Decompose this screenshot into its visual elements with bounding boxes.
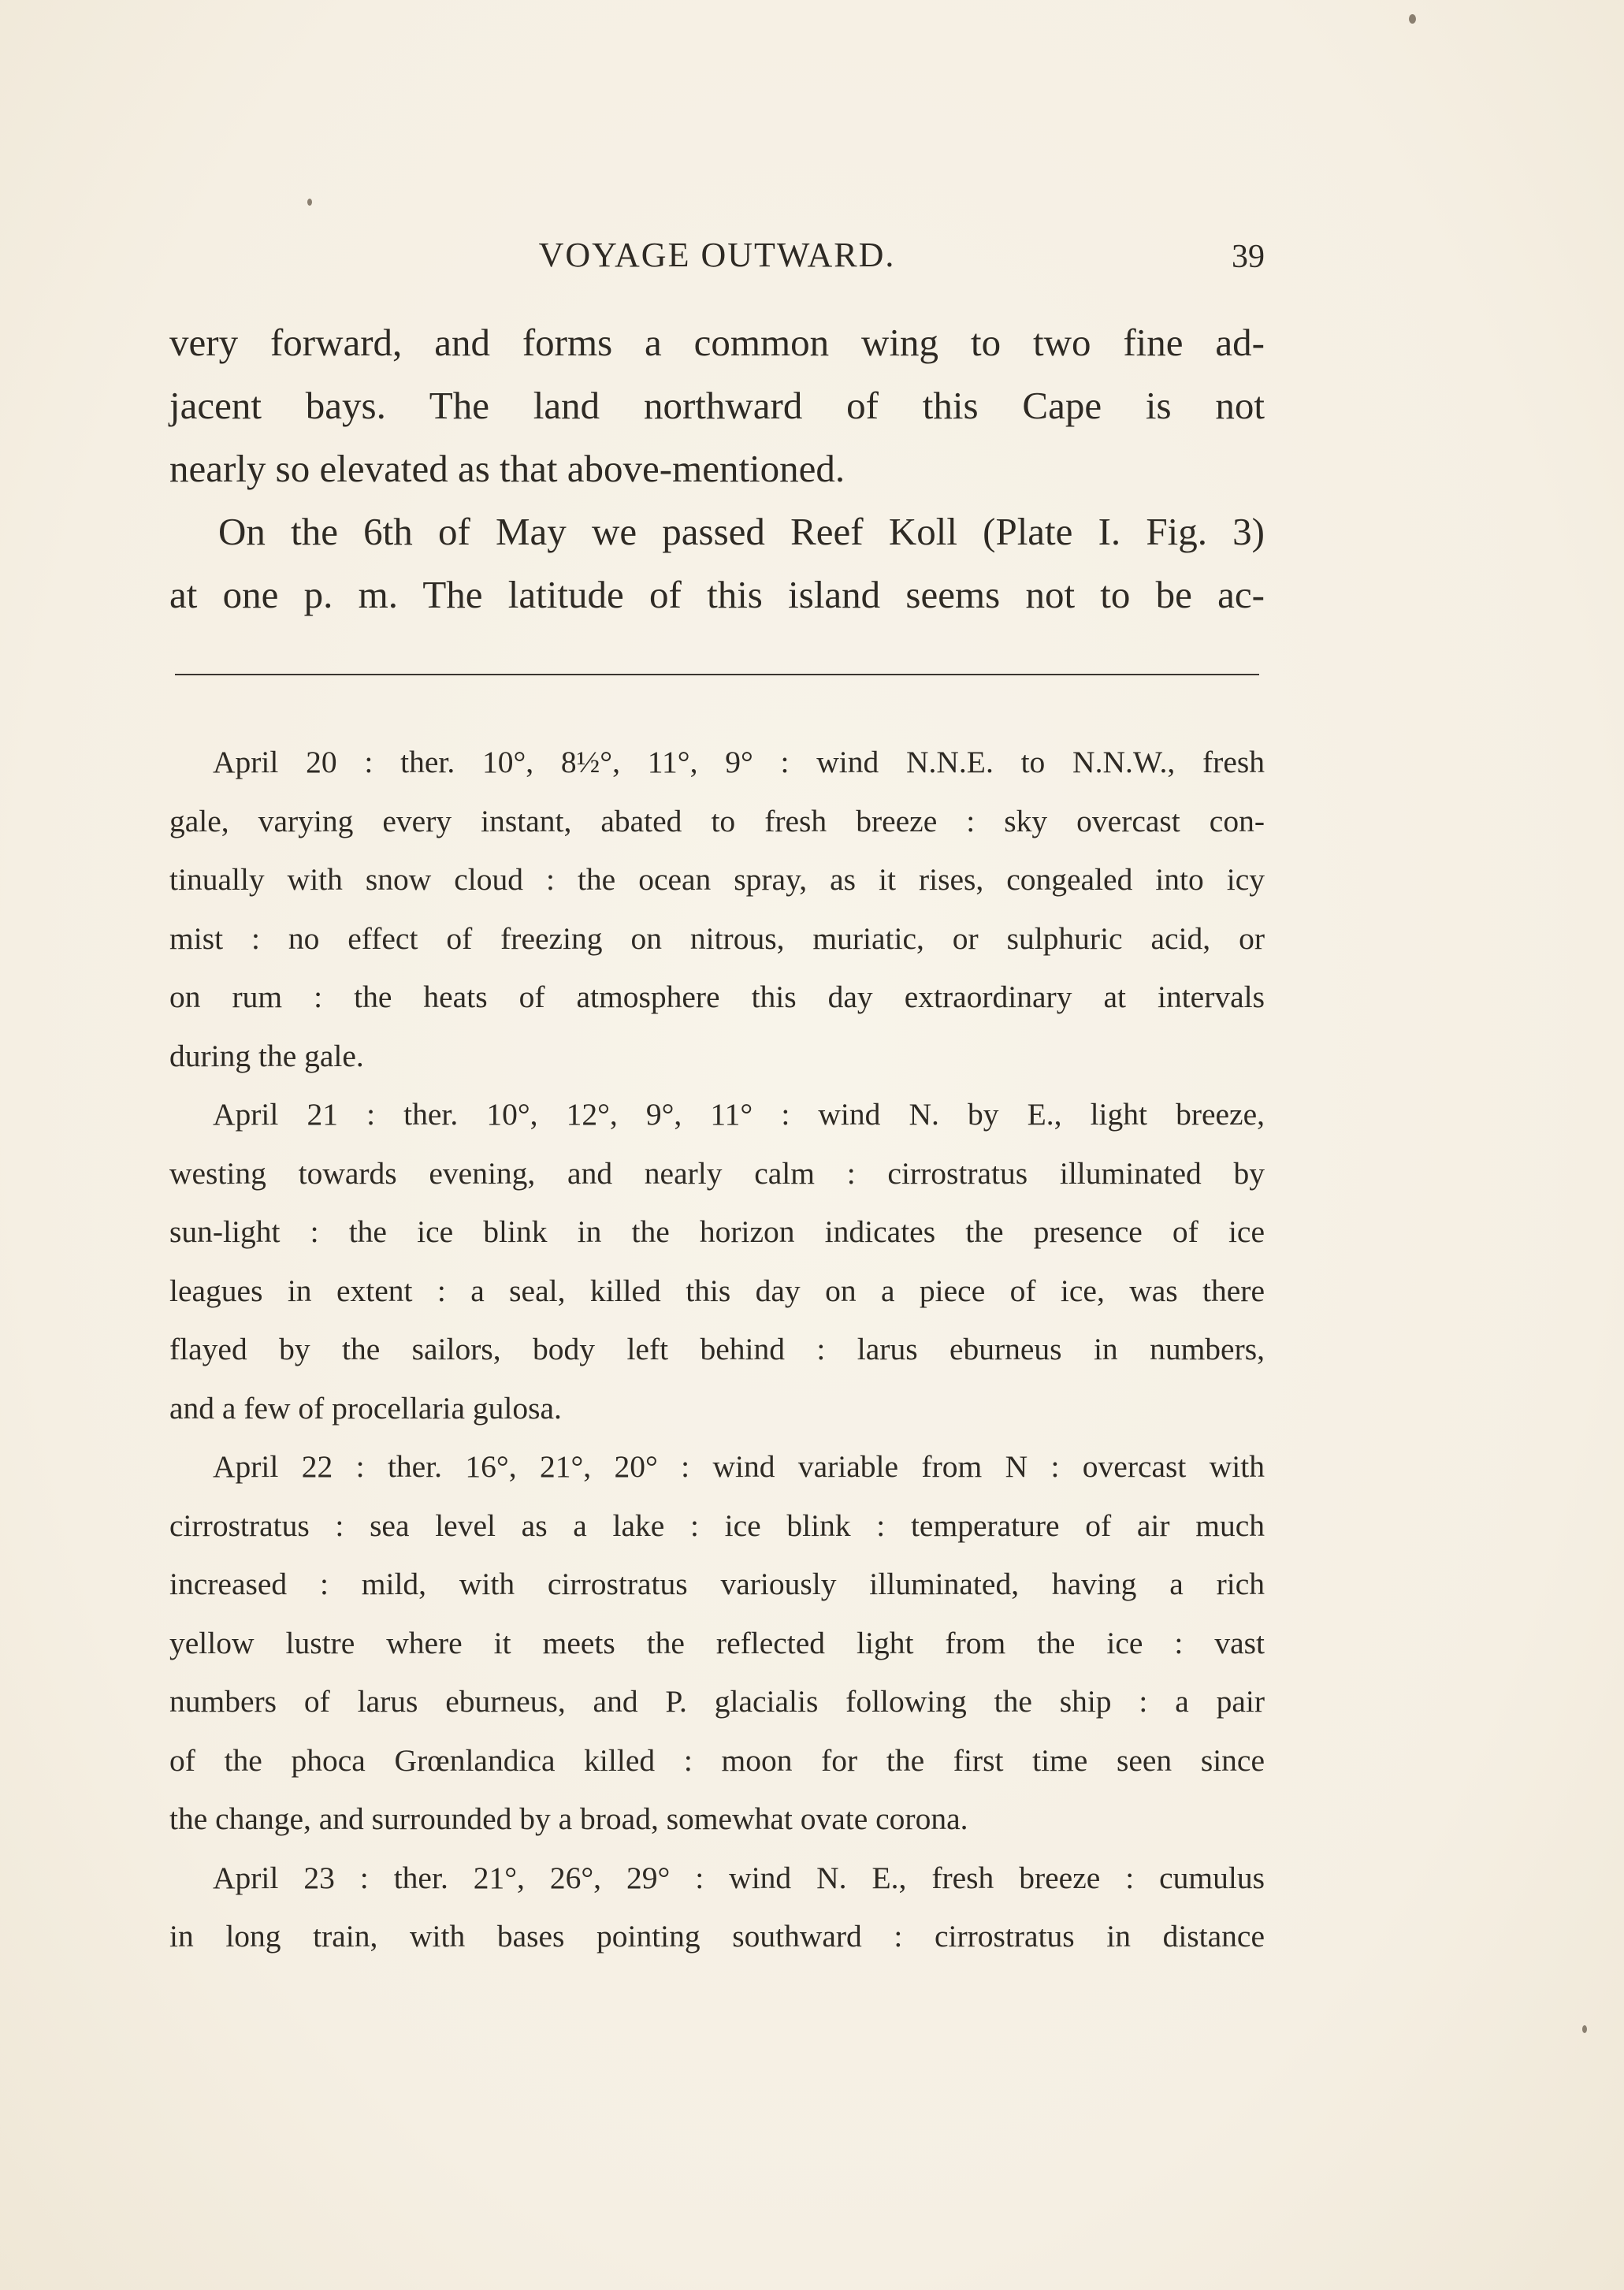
- text-line: at one p. m. The latitude of this island seems not to be ac-: [169, 573, 1265, 616]
- footnote-line: flayed by the sailors, body left behind : larus eburneus in numbers,: [169, 1332, 1265, 1366]
- footnote-line: April 20 : ther. 10°, 8½°, 11°, 9° : wind N.N.E. to N.N.W., fresh: [213, 745, 1265, 779]
- footnote-line: yellow lustre where it meets the reflected light from the ice : vast: [169, 1625, 1265, 1660]
- footnote-line: and a few of procellaria gulosa.: [169, 1390, 562, 1426]
- footnote-line: sun-light : the ice blink in the horizon indicates the presence of ice: [169, 1214, 1265, 1249]
- text-line: very forward, and forms a common wing to two fine ad-: [169, 321, 1265, 364]
- footnote-line: gale, varying every instant, abated to fresh breeze : sky overcast con-: [169, 803, 1265, 838]
- page-header: [169, 235, 1265, 282]
- text-line: nearly so elevated as that above-mentioned.: [169, 447, 845, 490]
- footnote-block: [169, 733, 1265, 1966]
- footnote-line: tinually with snow cloud : the ocean spray, as it rises, congealed into icy: [169, 862, 1265, 897]
- footnote-line: April 22 : ther. 16°, 21°, 20° : wind variable from N : overcast with: [213, 1449, 1265, 1484]
- footnote-line: April 21 : ther. 10°, 12°, 9°, 11° : wind N. by E., light breeze,: [213, 1097, 1265, 1132]
- footnote-line: of the phoca Grœnlandica killed : moon for the first time seen since: [169, 1742, 1265, 1778]
- footnote-line: on rum : the heats of atmosphere this day extraordinary at intervals: [169, 980, 1265, 1014]
- ink-speck: [1409, 14, 1416, 24]
- footnote-line: leagues in extent : a seal, killed this day on a piece of ice, was there: [169, 1273, 1265, 1308]
- footnote-line: during the gale.: [169, 1038, 364, 1073]
- footnote-line: westing towards evening, and nearly calm : cirrostratus illuminated by: [169, 1155, 1265, 1191]
- main-text-block: [169, 311, 1265, 626]
- footnote-line: cirrostratus : sea level as a lake : ice blink : temperature of air much: [169, 1507, 1265, 1543]
- text-line: On the 6th of May we passed Reef Koll (Plate I. Fig. 3): [218, 510, 1265, 553]
- ink-speck: [307, 199, 312, 206]
- footnote-line: increased : mild, with cirrostratus variously illuminated, having a rich: [169, 1567, 1265, 1601]
- page-number: 39: [1232, 239, 1265, 275]
- footnote-divider: [175, 674, 1259, 675]
- footnote-line: April 23 : ther. 21°, 26°, 29° : wind N. E., fresh breeze : cumulus: [213, 1860, 1265, 1895]
- footnote-line: in long train, with bases pointing southward : cirrostratus in distance: [169, 1919, 1265, 1954]
- footnote-line: numbers of larus eburneus, and P. glacialis following the ship : a pair: [169, 1684, 1265, 1719]
- footnote-line: mist : no effect of freezing on nitrous, muriatic, or sulphuric acid, or: [169, 920, 1265, 956]
- ink-speck: [1582, 2025, 1587, 2033]
- footnote-line: the change, and surrounded by a broad, somewhat ovate corona.: [169, 1801, 968, 1836]
- running-title: VOYAGE OUTWARD.: [538, 236, 896, 274]
- text-line: jacent bays. The land northward of this Cape is not: [169, 384, 1265, 427]
